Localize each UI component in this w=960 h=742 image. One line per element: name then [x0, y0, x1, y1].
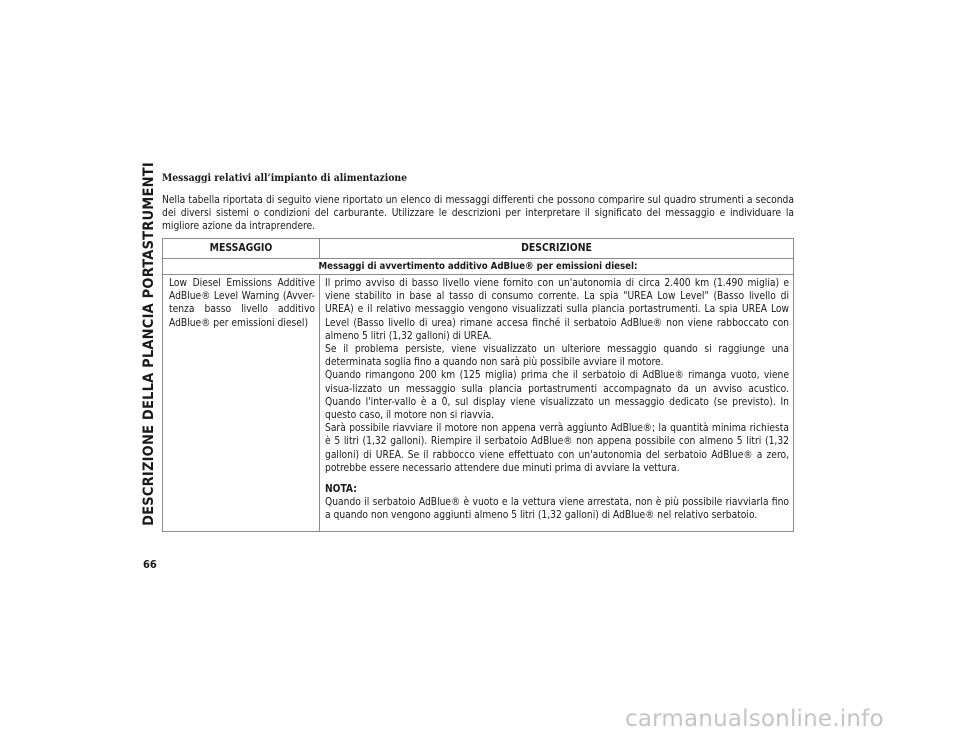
- section-heading: Messaggi relativi all’impianto di alimentazione: [162, 172, 408, 184]
- messages-table: [162, 238, 794, 532]
- description-paragraph: Sarà possibile riavviare il motore non appena verrà aggiunto AdBlue®; la quantità minima richiesta è 5 litri (1,32 galloni). Riempire il serbatoio AdBlue® non appena possibile con almeno 5 litri (1,32 galloni) di UREA. Se il rabbocco viene effettuato con un'autonomia del serbatoio AdBlue® a zero, potrebbe essere necessario attendere due minuti prima di avviare la vettura.: [325, 423, 789, 474]
- table-header-row: [163, 238, 794, 258]
- table-subheading: Messaggi di avvertimento additivo AdBlue® per emissioni diesel:: [163, 258, 794, 274]
- note-text: Quando il serbatoio AdBlue® è vuoto e la vettura viene arrestata, non è più possibile riavviarla fino a quando non vengono aggiunti almeno 5 litri (1,32 galloni) di AdBlue® nel relativo serbatoio.: [325, 497, 789, 522]
- table-row: [163, 275, 794, 532]
- watermark-logo: carmanualsonline.info: [625, 706, 884, 732]
- table-subheading-row: [163, 258, 794, 274]
- page-content: [162, 172, 794, 532]
- page-number: 66: [143, 558, 157, 571]
- description-paragraph: Il primo avviso di basso livello viene fornito con un'autonomia di circa 2.400 km (1.490 miglia) e viene stabilito in base al tasso di consumo corrente. La spia "UREA Low Level" (Basso livello di UREA) e il relativo messaggio vengono visualizzati sulla plancia portastrumenti. La spia UREA Low Level (Basso livello di urea) rimane accesa finché il serbatoio AdBlue® non viene rabboccato con almeno 5 litri (1,32 galloni) di UREA.: [325, 278, 789, 342]
- description-cell: [320, 275, 794, 532]
- column-header-message: MESSAGGIO: [163, 238, 320, 258]
- intro-paragraph: Nella tabella riportata di seguito viene riportato un elenco di messaggi differenti che possono comparire sul quadro strumenti a seconda dei diversi sistemi o condizioni del carburante. Utilizzare le descrizioni per interpretare il significato del messaggio e individuare la migliore azione da intraprendere.: [162, 195, 794, 233]
- description-paragraph: Quando rimangono 200 km (125 miglia) prima che il serbatoio di AdBlue® rimanga vuoto, viene visua-lizzato un messaggio sulla plancia portastrumenti accompagnato da un avviso acustico. Quando l'inter-vallo è a 0, sul display viene visualizzato un messaggio dedicato (se previsto). In questo caso, il motore non si riavvia.: [325, 370, 789, 422]
- message-cell: Low Diesel Emissions Additive AdBlue® Level Warning (Avver-tenza basso livello additivo AdBlue® per emissioni diesel): [163, 275, 320, 532]
- description-paragraph: Se il problema persiste, viene visualizzato un ulteriore messaggio quando si raggiunge una determinata soglia fino a quando non sarà più possibile avviare il motore.: [325, 344, 789, 369]
- note-label: NOTA:: [325, 484, 357, 496]
- column-header-description: DESCRIZIONE: [320, 238, 794, 258]
- chapter-side-title: DESCRIZIONE DELLA PLANCIA PORTASTRUMENTI: [141, 162, 157, 526]
